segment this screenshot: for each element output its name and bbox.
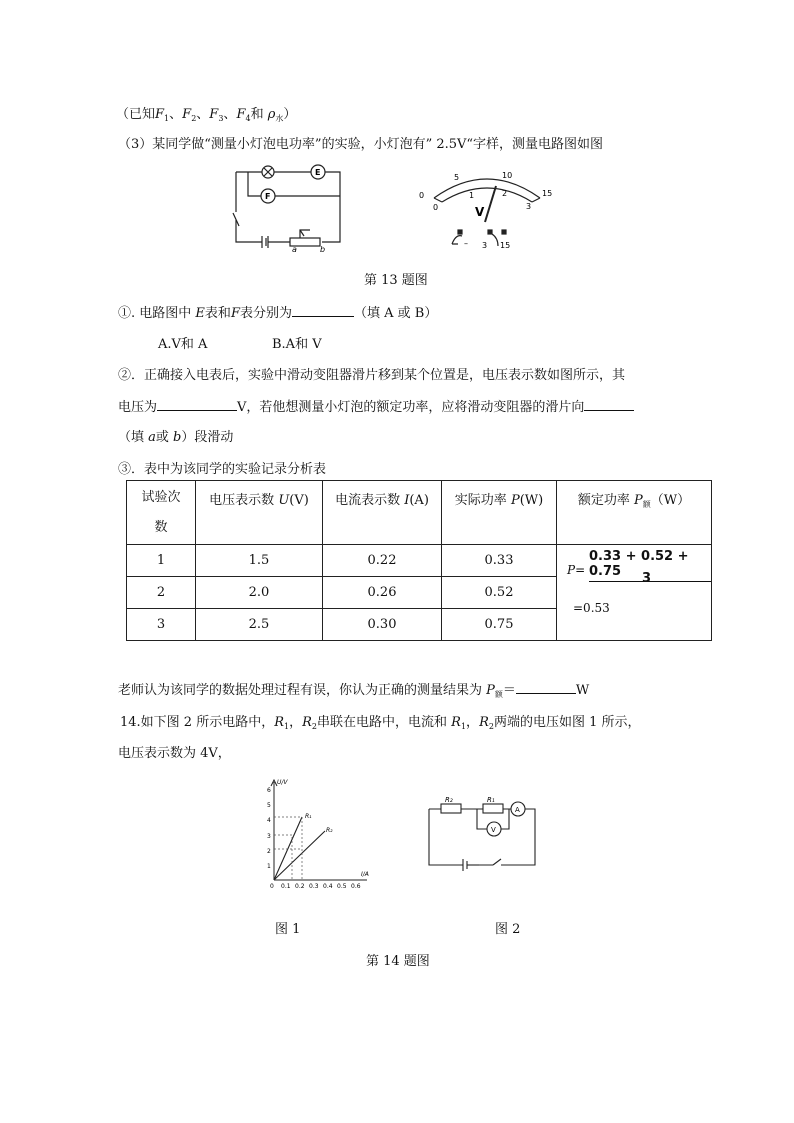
table-row: [127, 545, 712, 577]
ammeter-label: A: [515, 806, 520, 814]
q2-line1: ②．正确接入电表后，实验中滑动变阻器滑片移到某个位置是，电压表示数如图所示，其: [118, 368, 626, 383]
line-r1-label: R₁: [305, 813, 312, 820]
terminal-3: 3: [482, 241, 488, 250]
ytick: 4: [267, 817, 271, 824]
fig14-circuit: [425, 793, 545, 875]
header-rated-power: 额定功率 $P_额(W)$: [557, 481, 712, 545]
teacher-line: 老师认为该同学的数据处理过程有误，你认为正确的测量结果为 $P_额= W$: [118, 683, 590, 699]
slider-a-label: a: [292, 245, 297, 252]
cell-power: 0.52: [442, 577, 557, 609]
formula-result: =0.53: [573, 601, 610, 615]
inner-tick-0: 0: [433, 203, 439, 212]
cell-trial: 2: [127, 577, 196, 609]
outer-tick-10: 10: [502, 171, 513, 180]
outer-tick-15: 15: [542, 189, 553, 198]
header-trial: 试验次 数: [127, 481, 196, 545]
q2-line3: （填 a或 b）段滑动: [118, 430, 234, 445]
xtick: 0.1: [281, 883, 291, 890]
ytick: 2: [267, 848, 271, 855]
cell-trial: 3: [127, 609, 196, 641]
terminal-neg: –: [464, 239, 468, 248]
cell-voltage: 2.0: [196, 577, 323, 609]
line-r2-label: R₂: [326, 827, 333, 834]
xtick: 0.6: [351, 883, 361, 890]
fig13-caption: 第 13 题图: [364, 273, 428, 288]
inner-tick-3: 3: [526, 202, 532, 211]
q3-intro: （3）某同学做“测量小灯泡电功率”的实验，小灯泡有” 2.5V“字样，测量电路图如图: [118, 137, 604, 152]
graph-xlabel: I/A: [361, 871, 369, 878]
inner-tick-2: 2: [502, 189, 508, 198]
outer-tick-0: 0: [419, 191, 425, 200]
option-a: A.V和 A: [158, 337, 208, 352]
fig13-voltmeter: [412, 164, 562, 258]
meter-f-label: F: [265, 192, 271, 201]
cell-voltage: 1.5: [196, 545, 323, 577]
q2-voltage-blank[interactable]: [157, 398, 237, 411]
ytick: 5: [267, 802, 271, 809]
fig14-graph: [255, 776, 375, 898]
graph-ylabel: U/V: [277, 779, 288, 786]
q1-blank[interactable]: [292, 304, 354, 317]
cell-voltage: 2.5: [196, 609, 323, 641]
formula-numerator: 0.33 + 0.52 + 0.75: [589, 549, 711, 582]
q2-line2: 电压为 V，若他想测量小灯泡的额定功率，应将滑动变阻器的滑片向: [118, 396, 634, 415]
unit-v: V: [475, 205, 485, 219]
teacher-blank[interactable]: [516, 681, 576, 694]
header-voltage: 电压表示数 U(V): [196, 481, 323, 545]
header-current: 电流表示数 I(A): [323, 481, 442, 545]
ytick: 3: [267, 833, 271, 840]
known-line: （已知$F_1$、$F_2$、$F_3$、$F_4$和 $\rho_水$）: [116, 107, 297, 123]
q14-line1: 14.如下图 2 所示电路中，$R_1$，$R_2$串联在电路中，电流和 $R_1$，$R_2$两端的电压如图 1 所示，: [120, 715, 641, 731]
fig14-caption: 第 14 题图: [366, 954, 430, 969]
circuit-r2-label: R₂: [445, 796, 453, 804]
slider-b-label: b: [320, 245, 326, 252]
voltmeter-label: V: [491, 826, 496, 834]
cell-power: 0.75: [442, 609, 557, 641]
header-actual-power: 实际功率 P(W): [442, 481, 557, 545]
q3-line: ③．表中为该同学的实验记录分析表: [118, 462, 327, 477]
inner-tick-1: 1: [469, 191, 475, 200]
meter-e-label: E: [315, 168, 321, 177]
xtick: 0.3: [309, 883, 319, 890]
outer-tick-5: 5: [454, 173, 460, 182]
terminal-15: 15: [500, 241, 511, 250]
q14-line2: 电压表示数为 4V，: [118, 746, 231, 761]
ytick: 6: [267, 787, 271, 794]
cell-current: 0.22: [323, 545, 442, 577]
cell-trial: 1: [127, 545, 196, 577]
cell-current: 0.26: [323, 577, 442, 609]
xtick: 0.2: [295, 883, 305, 890]
option-b: B.A和 V: [272, 337, 322, 352]
ytick: 1: [267, 863, 271, 870]
cell-current: 0.30: [323, 609, 442, 641]
q1-line: ①. 电路图中 E表和F表分别为 （填 A 或 B）: [118, 306, 438, 321]
cell-power: 0.33: [442, 545, 557, 577]
circuit-r1-label: R₁: [487, 796, 495, 804]
table-header-row: [127, 481, 712, 545]
fig14-2-caption: 图 2: [495, 922, 521, 937]
xtick: 0.4: [323, 883, 333, 890]
fig14-1-caption: 图 1: [275, 922, 301, 937]
xtick: 0: [270, 883, 274, 890]
fig13-circuit: [228, 160, 348, 256]
formula-denominator: 3: [642, 571, 652, 586]
xtick: 0.5: [337, 883, 347, 890]
formula-lhs: P=: [567, 563, 586, 577]
q2-direction-blank[interactable]: [584, 398, 634, 411]
record-table: [126, 480, 712, 641]
rated-power-cell: [557, 545, 712, 641]
